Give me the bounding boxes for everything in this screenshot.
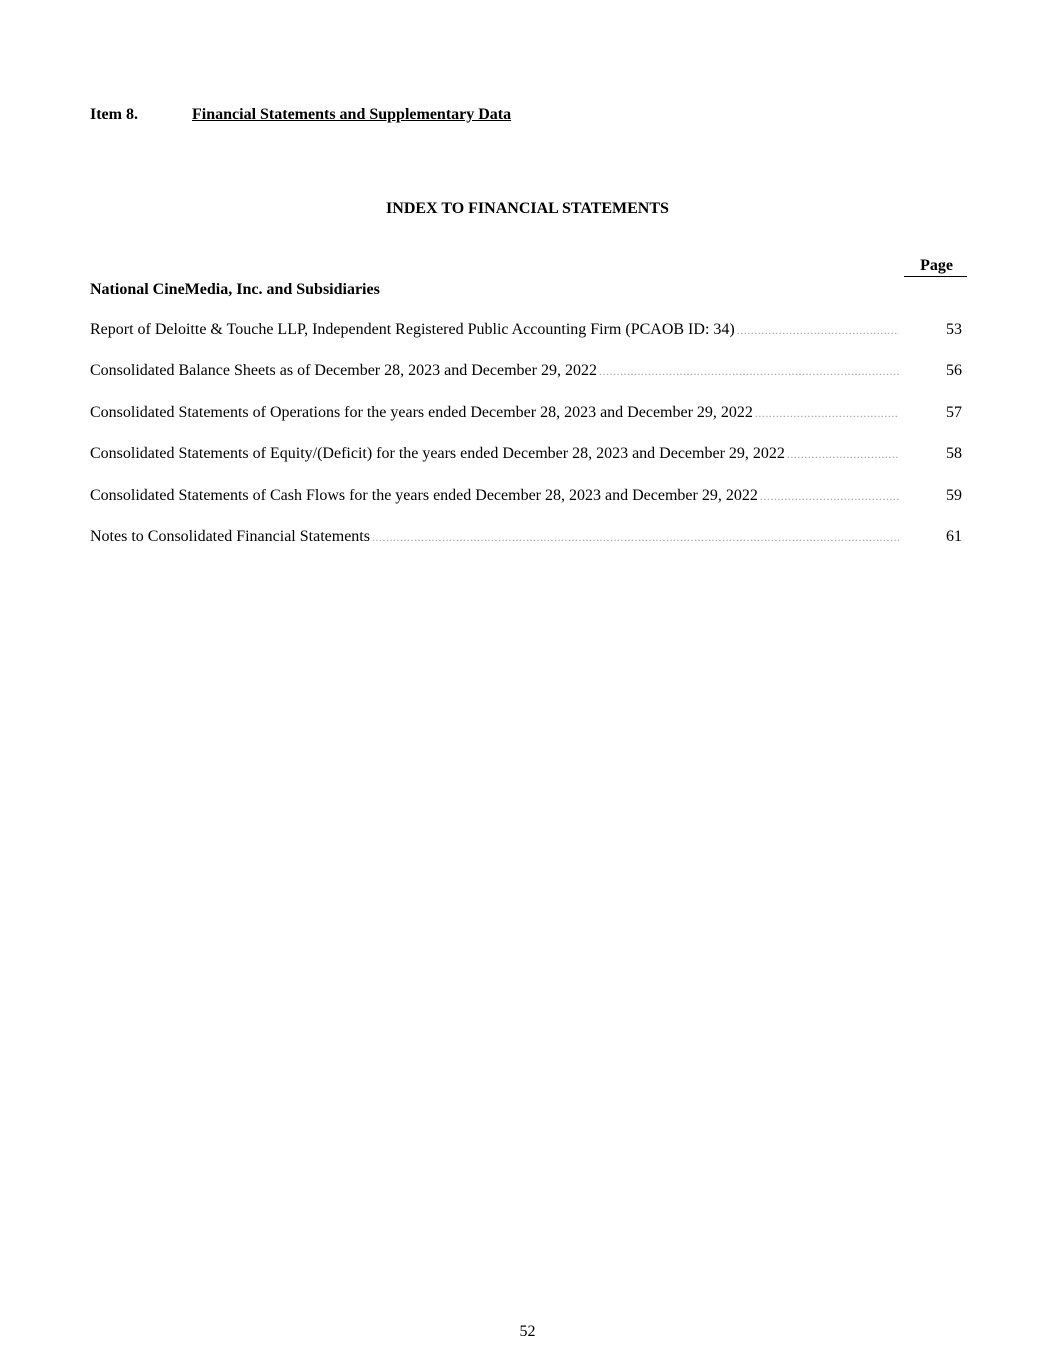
index-title: INDEX TO FINANCIAL STATEMENTS [386, 200, 669, 217]
toc-entry[interactable] [90, 320, 962, 361]
dot-leader [599, 361, 899, 381]
page-column-header [904, 256, 967, 277]
toc-list [90, 320, 962, 568]
toc-entry-page: 53 [946, 321, 962, 338]
dot-leader [737, 320, 899, 340]
toc-entry[interactable] [90, 444, 962, 485]
toc-entry-text: Consolidated Statements of Cash Flows for the years ended December 28, 2023 and December 29, 2022 [90, 486, 758, 504]
toc-entry-text: Notes to Consolidated Financial Statements [90, 527, 370, 545]
toc-entry-page: 61 [946, 527, 962, 545]
page-number: 52 [519, 1323, 536, 1340]
toc-entry-page: 56 [946, 362, 962, 380]
toc-entry[interactable] [90, 527, 962, 568]
toc-entry-page: 59 [946, 486, 962, 504]
item-title[interactable]: Financial Statements and Supplementary Data [192, 106, 512, 123]
toc-entry[interactable] [90, 486, 962, 527]
toc-entry[interactable] [90, 403, 962, 444]
page-column-header-label: Page [920, 257, 953, 274]
item-number: Item 8. [90, 106, 138, 123]
dot-leader [787, 444, 899, 464]
toc-entry-page: 57 [946, 403, 962, 421]
section-heading: National CineMedia, Inc. and Subsidiaries [90, 281, 380, 298]
toc-entry-page: 58 [946, 445, 962, 463]
toc-entry-text: Report of Deloitte & Touche LLP, Independent Registered Public Accounting Firm (PCAOB ID: 34) [90, 321, 735, 338]
toc-entry-text: Consolidated Statements of Equity/(Deficit) for the years ended December 28, 2023 and December 29, 2022 [90, 445, 785, 463]
dot-leader [755, 403, 899, 423]
toc-entry[interactable] [90, 361, 962, 402]
dot-leader [760, 486, 899, 506]
toc-entry-text: Consolidated Balance Sheets as of December 28, 2023 and December 29, 2022 [90, 362, 597, 380]
dot-leader [372, 527, 899, 547]
toc-entry-text: Consolidated Statements of Operations for the years ended December 28, 2023 and December 29, 2022 [90, 403, 753, 421]
